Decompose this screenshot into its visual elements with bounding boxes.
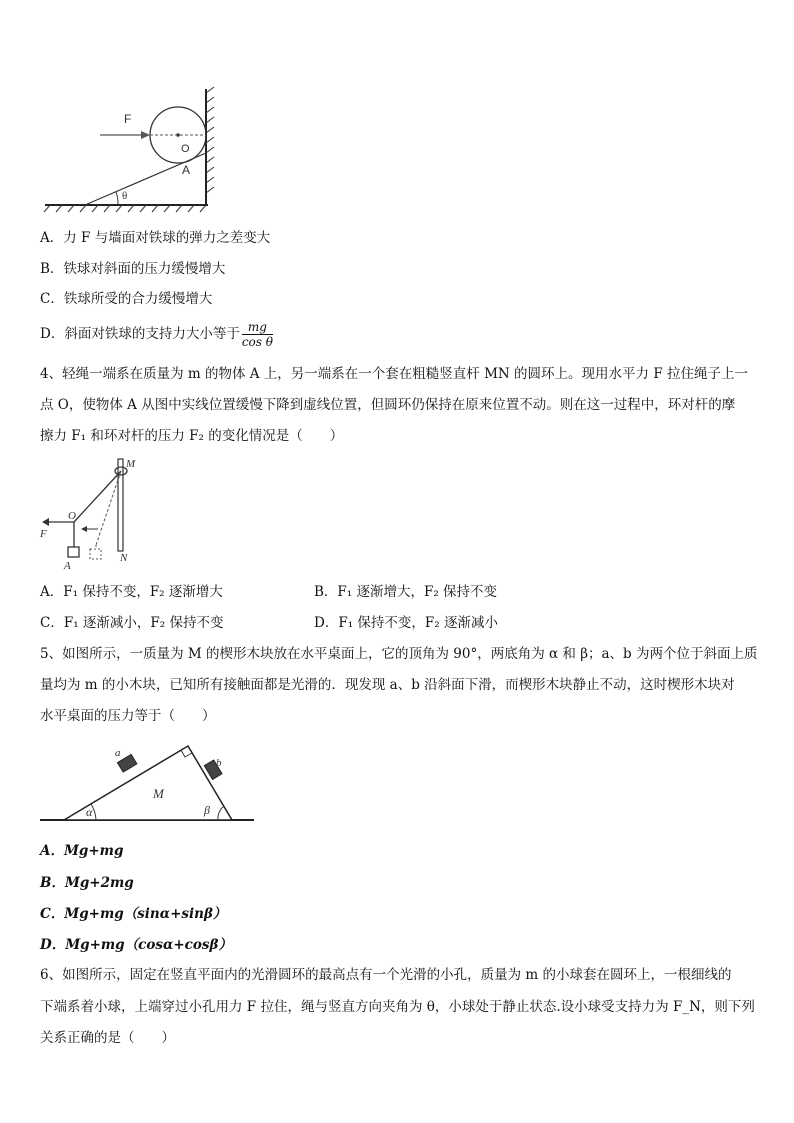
q3-option-c: C．铁球所受的合力缓慢增大 (40, 291, 213, 307)
q4-option-c: C．F₁ 逐渐减小，F₂ 保持不变 (40, 615, 224, 631)
q4-option-a: A．F₁ 保持不变，F₂ 逐渐增大 (40, 584, 223, 600)
q3-frac-numerator: mg (242, 320, 273, 335)
q6-stem-line-3: 关系正确的是（ ） (40, 1030, 175, 1046)
q3-option-d (40, 318, 273, 350)
q3-option-b: B．铁球对斜面的压力缓慢增大 (40, 261, 226, 277)
q5-label-beta: β (204, 803, 210, 817)
q5-option-c: C．Mg+mg（sinα+sinβ） (40, 906, 227, 922)
q3-frac-denominator: cos θ (241, 335, 273, 349)
q5-stem-line-3: 水平桌面的压力等于（ ） (40, 708, 216, 724)
q6-stem-line-2: 下端系着小球，上端穿过小孔用力 F 拉住，绳与竖直方向夹角为 θ，小球处于静止状态.设小球受支持力为 F_N，则下列 (40, 999, 755, 1015)
q3-label-O: O (181, 143, 190, 155)
q4-figure (38, 455, 148, 575)
q5-figure (38, 738, 258, 828)
q4-option-d: D．F₁ 保持不变，F₂ 逐渐减小 (314, 615, 498, 631)
q5-label-b: b (216, 757, 222, 769)
q5-stem-line-1: 5、如图所示，一质量为 M 的楔形木块放在水平桌面上，它的顶角为 90°，两底角为 α 和 β；a、b 为两个位于斜面上质 (40, 646, 758, 662)
q4-label-M: M (126, 458, 136, 470)
q3-label-F: F (124, 112, 132, 126)
q4-label-F: F (40, 528, 47, 540)
q4-label-N: N (120, 552, 128, 564)
q5-stem-line-2: 量均为 m 的小木块，已知所有接触面都是光滑的．现发现 a、b 沿斜面下滑，而楔形木块静止不动，这时楔形木块对 (40, 677, 735, 693)
q4-label-O: O (68, 510, 76, 522)
q4-stem-line-2: 点 O，使物体 A 从图中实线位置缓慢下降到虚线位置，但圆环仍保持在原来位置不动。则在这一过程中，环对杆的摩 (40, 397, 736, 413)
q5-option-a: A．Mg+mg (40, 843, 124, 859)
q5-option-b: B．Mg+2mg (40, 875, 134, 891)
q3-option-d-text: D．斜面对铁球的支持力大小等于 (40, 326, 240, 342)
q3-label-A: A (182, 163, 191, 177)
q4-option-b: B．F₁ 逐渐增大，F₂ 保持不变 (314, 584, 498, 600)
q4-label-A: A (64, 560, 71, 572)
q3-figure (40, 85, 225, 215)
q5-option-d: D．Mg+mg（cosα+cosβ） (40, 937, 232, 953)
q3-label-theta: θ (122, 190, 128, 202)
q5-label-alpha: α (86, 805, 93, 819)
q3-option-d-fraction (242, 320, 273, 349)
q5-label-a: a (115, 747, 121, 759)
q5-label-M: M (153, 786, 164, 801)
q3-option-a: A．力 F 与墙面对铁球的弹力之差变大 (40, 230, 271, 246)
q4-stem-line-3: 擦力 F₁ 和环对杆的压力 F₂ 的变化情况是（ ） (40, 428, 344, 444)
q4-stem-line-1: 4、轻绳一端系在质量为 m 的物体 A 上，另一端系在一个套在粗糙竖直杆 MN 的圆环上。现用水平力 F 拉住绳子上一 (40, 366, 748, 382)
q6-stem-line-1: 6、如图所示，固定在竖直平面内的光滑圆环的最高点有一个光滑的小孔，质量为 m 的小球套在圆环上，一根细线的 (40, 967, 732, 983)
